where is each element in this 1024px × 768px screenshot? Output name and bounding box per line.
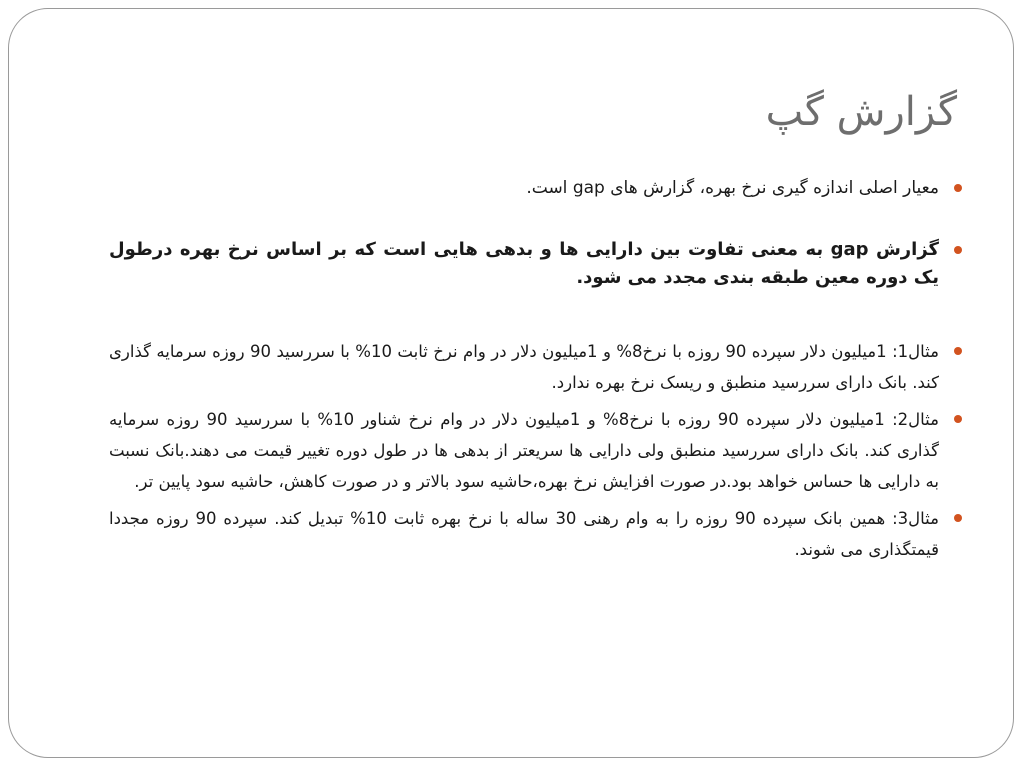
- bullet-text: گزارش gap به معنی تفاوت بین دارایی ها و بدهی هایی است که بر اساس نرخ بهره درطول یک دوره معین طبقه بندی مجدد می شود.: [109, 239, 939, 288]
- slide-title: گزارش گپ: [765, 89, 957, 135]
- bullet-dot-icon: [954, 415, 962, 423]
- bullet-text: معیار اصلی اندازه گیری نرخ بهره، گزارش های gap است.: [526, 178, 939, 198]
- bullet-text: مثال2: 1میلیون دلار سپرده 90 روزه با نرخ8% و 1میلیون دلار در وام نرخ شناور 10% با سررسید 90 روزه سرمایه گذاری کند. بانک دارای سررسید منطبق ولی دارایی ها سریعتر از بدهی ها در طول دوره تغییر قیمت می دهند.بانک نسبت به دارایی ها حساس خواهد بود.در صورت افزایش نرخ بهره،حاشیه سود بالاتر و در صورت کاهش، حاشیه سود پایین تر.: [109, 410, 939, 491]
- bullet-list: [109, 174, 965, 565]
- bullet-dot-icon: [954, 514, 962, 522]
- bullet-text: مثال3: همین بانک سپرده 90 روزه را به وام رهنی 30 ساله با نرخ بهره ثابت 10% تبدیل کند. سپرده 90 روزه مجددا قیمتگذاری می شوند.: [109, 509, 939, 559]
- bullet-dot-icon: [954, 246, 962, 254]
- bullet-item: [109, 236, 965, 292]
- slide: [8, 8, 1014, 758]
- bullet-item: [109, 336, 965, 398]
- bullet-item: [109, 174, 965, 202]
- bullet-text: مثال1: 1میلیون دلار سپرده 90 روزه با نرخ8% و 1میلیون دلار در وام نرخ ثابت 10% با سررسید 90 روزه سرمایه گذاری کند. بانک دارای سررسید منطبق و ریسک نرخ بهره ندارد.: [109, 342, 939, 392]
- bullet-dot-icon: [954, 347, 962, 355]
- bullet-item: [109, 503, 965, 565]
- bullet-dot-icon: [954, 184, 962, 192]
- bullet-item: [109, 404, 965, 497]
